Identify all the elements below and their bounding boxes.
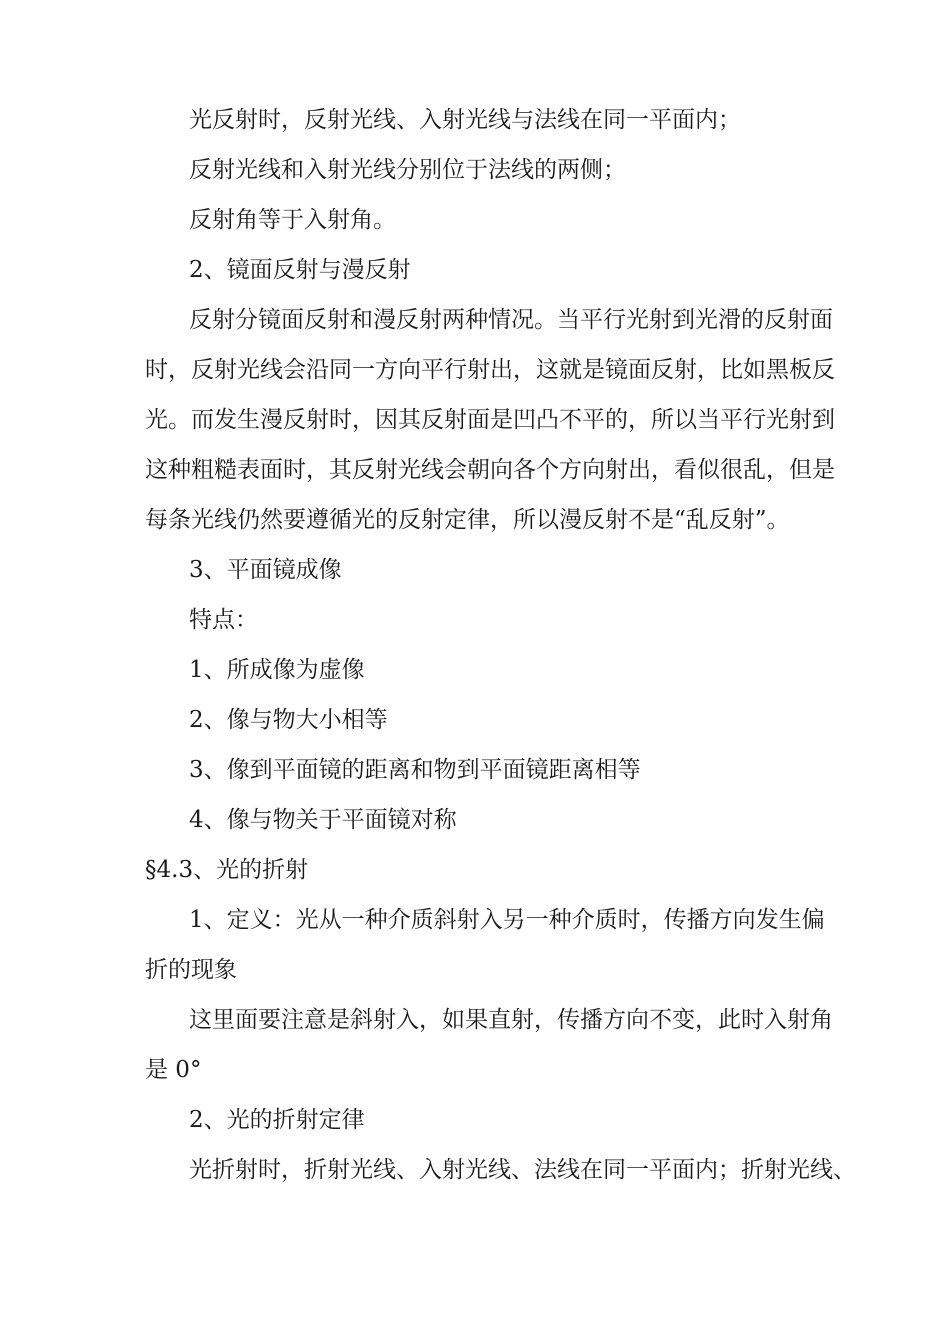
text-line: 每条光线仍然要遵循光的反射定律，所以漫反射不是“乱反射”。 — [145, 507, 790, 533]
section-heading: 2、镜面反射与漫反射 — [189, 257, 411, 283]
section-heading: §4.3、光的折射 — [145, 857, 309, 883]
text-line: 特点： — [189, 607, 258, 633]
text-line: 反射角等于入射角。 — [189, 207, 396, 233]
text-line: 反射分镜面反射和漫反射两种情况。当平行光射到光滑的反射面 — [189, 307, 833, 333]
list-item: 4、像与物关于平面镜对称 — [189, 807, 457, 833]
text-line: 反射光线和入射光线分别位于法线的两侧； — [189, 157, 626, 183]
text-line: 这里面要注意是斜射入，如果直射，传播方向不变，此时入射角 — [189, 1007, 833, 1033]
list-item: 3、像到平面镜的距离和物到平面镜距离相等 — [189, 757, 641, 783]
text-line: 光折射时，折射光线、入射光线、法线在同一平面内；折射光线、 — [189, 1157, 856, 1183]
section-heading: 3、平面镜成像 — [189, 557, 342, 583]
text-line: 光反射时，反射光线、入射光线与法线在同一平面内； — [189, 107, 741, 133]
text-line: 这种粗糙表面时，其反射光线会朝向各个方向射出，看似很乱，但是 — [145, 457, 835, 483]
list-item: 2、像与物大小相等 — [189, 707, 388, 733]
section-heading: 2、光的折射定律 — [189, 1107, 365, 1133]
text-line: 光。而发生漫反射时，因其反射面是凹凸不平的，所以当平行光射到 — [145, 407, 835, 433]
text-line: 折的现象 — [145, 957, 237, 983]
text-line: 时，反射光线会沿同一方向平行射出，这就是镜面反射，比如黑板反 — [145, 357, 835, 383]
text-line: 是 0° — [145, 1057, 202, 1083]
list-item: 1、所成像为虚像 — [189, 657, 365, 683]
text-line: 1、定义：光从一种介质斜射入另一种介质时，传播方向发生偏 — [189, 907, 825, 933]
